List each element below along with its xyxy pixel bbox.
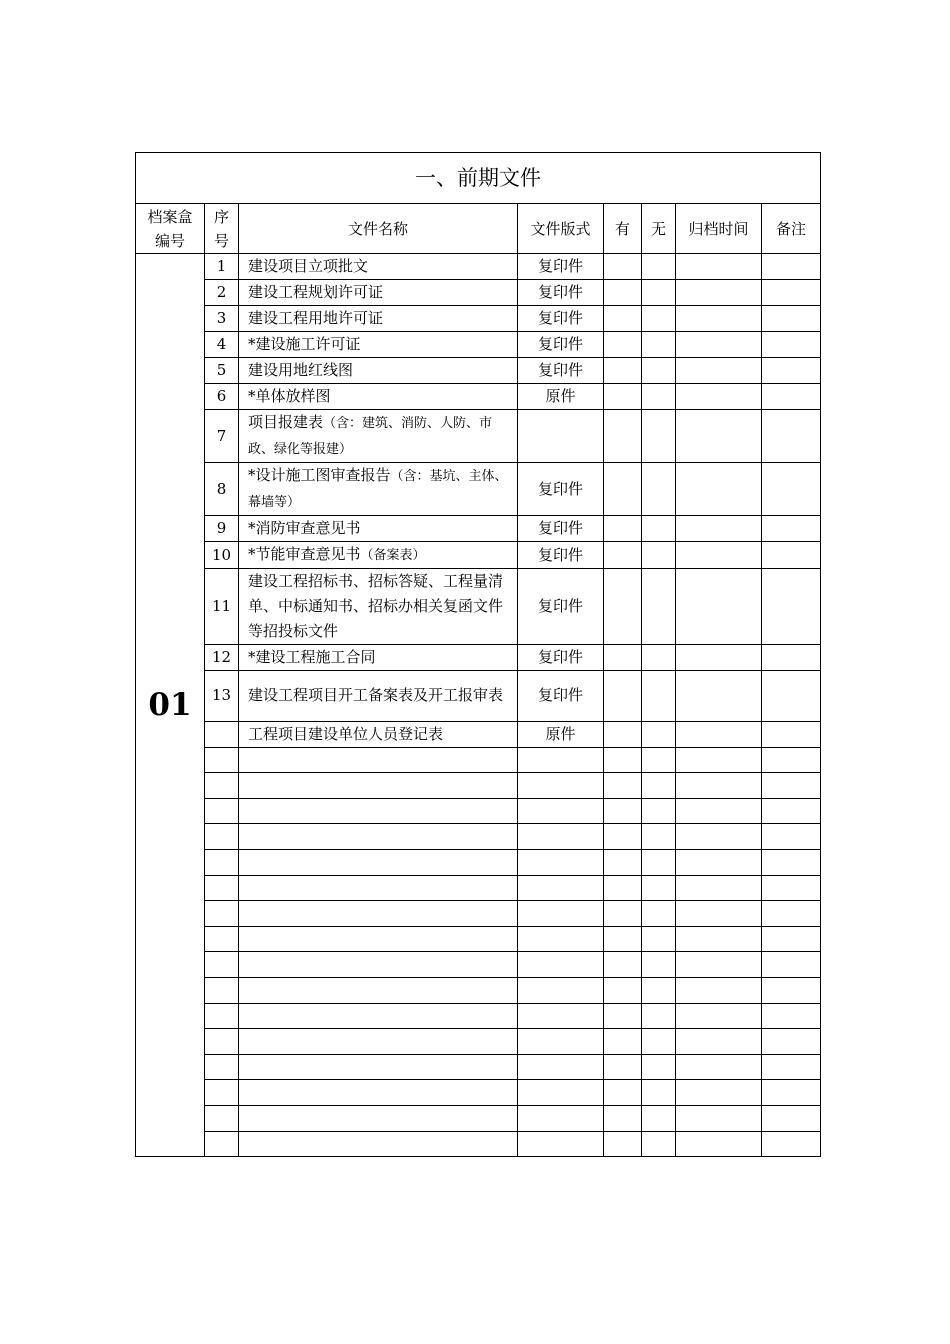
row-file-name[interactable] xyxy=(239,1131,518,1157)
row-file-format xyxy=(518,410,604,463)
row-remarks[interactable] xyxy=(762,645,821,671)
row-file-name xyxy=(239,516,518,542)
row-have[interactable] xyxy=(604,516,642,542)
file-name-note: （含：建筑、消防、人防、市政、绿化等报建） xyxy=(248,416,493,457)
row-archive-time[interactable] xyxy=(676,849,762,875)
header-none: 无 xyxy=(642,204,676,254)
empty-row xyxy=(136,1105,821,1131)
row-seq[interactable] xyxy=(205,977,239,1003)
row-have[interactable] xyxy=(604,569,642,645)
row-seq: 8 xyxy=(205,463,239,516)
row-seq: 9 xyxy=(205,516,239,542)
row-seq: 5 xyxy=(205,358,239,384)
row-file-format: 复印件 xyxy=(518,671,604,722)
file-name-text: 建设工程用地许可证 xyxy=(248,309,384,327)
row-seq[interactable] xyxy=(205,1003,239,1029)
row-file-format: 复印件 xyxy=(518,569,604,645)
row-have[interactable] xyxy=(604,1054,642,1080)
row-have[interactable] xyxy=(604,306,642,332)
header-file-name: 文件名称 xyxy=(239,204,518,254)
table-row xyxy=(136,463,821,516)
row-archive-time[interactable] xyxy=(676,463,762,516)
row-file-format[interactable] xyxy=(518,901,604,927)
file-name-note: （备案表） xyxy=(360,548,426,563)
row-file-name[interactable] xyxy=(239,1054,518,1080)
row-archive-time[interactable] xyxy=(676,952,762,978)
row-file-name xyxy=(239,671,518,722)
file-name-text: 工程项目建设单位人员登记表 xyxy=(248,724,444,743)
row-none[interactable] xyxy=(642,516,676,542)
file-name-text: 建设工程招标书、招标答疑、工程量清单、中标通知书、招标办相关复函文件等招投标文件 xyxy=(248,572,504,640)
row-seq: 6 xyxy=(205,384,239,410)
row-seq[interactable] xyxy=(205,1080,239,1106)
row-file-format: 复印件 xyxy=(518,358,604,384)
file-name-text: 建设用地红线图 xyxy=(248,361,354,379)
empty-row xyxy=(136,1003,821,1029)
row-file-name xyxy=(239,410,518,463)
row-file-format: 复印件 xyxy=(518,306,604,332)
empty-row xyxy=(136,773,821,799)
row-remarks[interactable] xyxy=(762,410,821,463)
row-file-format[interactable] xyxy=(518,1131,604,1157)
row-none[interactable] xyxy=(642,358,676,384)
row-file-name xyxy=(239,280,518,306)
row-have[interactable] xyxy=(604,358,642,384)
row-have[interactable] xyxy=(604,463,642,516)
empty-row xyxy=(136,824,821,850)
row-archive-time[interactable] xyxy=(676,384,762,410)
row-file-name[interactable] xyxy=(239,849,518,875)
row-none[interactable] xyxy=(642,254,676,280)
box-number: 01 xyxy=(136,254,205,1157)
file-name-text: 项目报建表 xyxy=(248,413,324,431)
header-row xyxy=(136,204,821,254)
row-archive-time[interactable] xyxy=(676,747,762,773)
file-name-text: *建设工程施工合同 xyxy=(248,648,376,666)
row-none[interactable] xyxy=(642,645,676,671)
row-file-name[interactable] xyxy=(239,798,518,824)
row-archive-time[interactable] xyxy=(676,1054,762,1080)
row-archive-time[interactable] xyxy=(676,306,762,332)
row-file-format: 原件 xyxy=(518,721,604,747)
row-none[interactable] xyxy=(642,977,676,1003)
row-archive-time[interactable] xyxy=(676,901,762,927)
row-seq[interactable] xyxy=(205,926,239,952)
row-file-name[interactable] xyxy=(239,824,518,850)
row-have[interactable] xyxy=(604,849,642,875)
row-seq: 1 xyxy=(205,254,239,280)
row-archive-time[interactable] xyxy=(676,254,762,280)
header-seq: 序 号 xyxy=(205,204,239,254)
row-remarks[interactable] xyxy=(762,1054,821,1080)
row-remarks[interactable] xyxy=(762,747,821,773)
row-remarks[interactable] xyxy=(762,798,821,824)
table-row xyxy=(136,306,821,332)
row-file-name[interactable] xyxy=(239,901,518,927)
row-have[interactable] xyxy=(604,542,642,569)
row-have[interactable] xyxy=(604,747,642,773)
row-none[interactable] xyxy=(642,332,676,358)
row-archive-time[interactable] xyxy=(676,410,762,463)
row-none[interactable] xyxy=(642,1080,676,1106)
row-file-name[interactable] xyxy=(239,1029,518,1055)
row-file-format[interactable] xyxy=(518,747,604,773)
row-file-format: 原件 xyxy=(518,384,604,410)
row-remarks[interactable] xyxy=(762,1131,821,1157)
row-have[interactable] xyxy=(604,798,642,824)
row-archive-time[interactable] xyxy=(676,1105,762,1131)
row-file-format[interactable] xyxy=(518,824,604,850)
row-none[interactable] xyxy=(642,1131,676,1157)
row-archive-time[interactable] xyxy=(676,1003,762,1029)
row-seq[interactable] xyxy=(205,1131,239,1157)
row-archive-time[interactable] xyxy=(676,671,762,722)
table-row xyxy=(136,254,821,280)
empty-row xyxy=(136,849,821,875)
row-seq: 11 xyxy=(205,569,239,645)
row-remarks[interactable] xyxy=(762,280,821,306)
row-archive-time[interactable] xyxy=(676,798,762,824)
header-file-format: 文件版式 xyxy=(518,204,604,254)
row-seq[interactable] xyxy=(205,1054,239,1080)
header-have: 有 xyxy=(604,204,642,254)
row-none[interactable] xyxy=(642,824,676,850)
table-row xyxy=(136,410,821,463)
row-remarks[interactable] xyxy=(762,952,821,978)
table-title: 一、前期文件 xyxy=(136,153,821,204)
file-name-text: *设计施工图审查报告 xyxy=(248,466,391,484)
row-file-format: 复印件 xyxy=(518,463,604,516)
row-file-name xyxy=(239,645,518,671)
row-none[interactable] xyxy=(642,721,676,747)
empty-row xyxy=(136,1080,821,1106)
row-archive-time[interactable] xyxy=(676,875,762,901)
row-file-format[interactable] xyxy=(518,952,604,978)
table-row xyxy=(136,671,821,722)
row-none[interactable] xyxy=(642,1029,676,1055)
row-archive-time[interactable] xyxy=(676,773,762,799)
table-row xyxy=(136,516,821,542)
row-none[interactable] xyxy=(642,410,676,463)
header-archive-time: 归档时间 xyxy=(676,204,762,254)
row-have[interactable] xyxy=(604,875,642,901)
row-have[interactable] xyxy=(604,926,642,952)
file-name-text: *建设施工许可证 xyxy=(248,335,361,353)
row-remarks[interactable] xyxy=(762,875,821,901)
row-seq[interactable] xyxy=(205,952,239,978)
file-name-text: 建设项目立项批文 xyxy=(248,257,369,275)
row-file-name[interactable] xyxy=(239,747,518,773)
empty-row xyxy=(136,977,821,1003)
row-file-format[interactable] xyxy=(518,798,604,824)
row-remarks[interactable] xyxy=(762,463,821,516)
row-none[interactable] xyxy=(642,798,676,824)
row-archive-time[interactable] xyxy=(676,516,762,542)
row-file-format[interactable] xyxy=(518,1105,604,1131)
row-remarks[interactable] xyxy=(762,1029,821,1055)
row-file-name xyxy=(239,306,518,332)
row-remarks[interactable] xyxy=(762,824,821,850)
row-seq[interactable] xyxy=(205,875,239,901)
table-row xyxy=(136,569,821,645)
file-name-text: *消防审查意见书 xyxy=(248,519,361,537)
row-file-format: 复印件 xyxy=(518,280,604,306)
row-archive-time[interactable] xyxy=(676,358,762,384)
row-remarks[interactable] xyxy=(762,773,821,799)
empty-row xyxy=(136,798,821,824)
row-file-format: 复印件 xyxy=(518,254,604,280)
row-file-format[interactable] xyxy=(518,1080,604,1106)
row-file-name[interactable] xyxy=(239,1003,518,1029)
file-name-text: *单体放样图 xyxy=(248,387,331,405)
row-have[interactable] xyxy=(604,645,642,671)
row-have[interactable] xyxy=(604,824,642,850)
table-row xyxy=(136,332,821,358)
row-have[interactable] xyxy=(604,1105,642,1131)
row-archive-time[interactable] xyxy=(676,977,762,1003)
row-seq[interactable] xyxy=(205,773,239,799)
empty-row xyxy=(136,1054,821,1080)
row-file-name[interactable] xyxy=(239,875,518,901)
row-file-name xyxy=(239,721,518,747)
file-name-text: *节能审查意见书 xyxy=(248,545,361,563)
row-seq: 4 xyxy=(205,332,239,358)
row-seq[interactable] xyxy=(205,798,239,824)
row-have[interactable] xyxy=(604,280,642,306)
row-none[interactable] xyxy=(642,875,676,901)
row-archive-time[interactable] xyxy=(676,824,762,850)
row-remarks[interactable] xyxy=(762,332,821,358)
header-box-number: 档案盒 编号 xyxy=(136,204,205,254)
row-file-name[interactable] xyxy=(239,1080,518,1106)
row-file-format[interactable] xyxy=(518,1029,604,1055)
row-none[interactable] xyxy=(642,1003,676,1029)
row-seq[interactable] xyxy=(205,849,239,875)
row-have[interactable] xyxy=(604,410,642,463)
row-file-name[interactable] xyxy=(239,926,518,952)
row-none[interactable] xyxy=(642,952,676,978)
row-remarks[interactable] xyxy=(762,516,821,542)
row-seq xyxy=(205,721,239,747)
row-seq: 2 xyxy=(205,280,239,306)
row-seq: 7 xyxy=(205,410,239,463)
row-remarks[interactable] xyxy=(762,569,821,645)
row-have[interactable] xyxy=(604,977,642,1003)
row-file-format[interactable] xyxy=(518,773,604,799)
row-none[interactable] xyxy=(642,569,676,645)
row-file-name[interactable] xyxy=(239,952,518,978)
row-file-format: 复印件 xyxy=(518,332,604,358)
row-remarks[interactable] xyxy=(762,254,821,280)
row-remarks[interactable] xyxy=(762,542,821,569)
row-none[interactable] xyxy=(642,773,676,799)
row-none[interactable] xyxy=(642,926,676,952)
row-have[interactable] xyxy=(604,1029,642,1055)
row-none[interactable] xyxy=(642,384,676,410)
row-remarks[interactable] xyxy=(762,384,821,410)
row-have[interactable] xyxy=(604,332,642,358)
empty-row xyxy=(136,952,821,978)
row-remarks[interactable] xyxy=(762,358,821,384)
row-remarks[interactable] xyxy=(762,306,821,332)
table-row xyxy=(136,721,821,747)
row-file-name xyxy=(239,384,518,410)
row-none[interactable] xyxy=(642,849,676,875)
row-remarks[interactable] xyxy=(762,671,821,722)
pre-phase-documents-table xyxy=(135,152,821,1157)
row-none[interactable] xyxy=(642,1105,676,1131)
row-file-name xyxy=(239,569,518,645)
row-file-format[interactable] xyxy=(518,1003,604,1029)
empty-row xyxy=(136,926,821,952)
row-archive-time[interactable] xyxy=(676,645,762,671)
row-none[interactable] xyxy=(642,280,676,306)
row-seq: 10 xyxy=(205,542,239,569)
row-file-name[interactable] xyxy=(239,1105,518,1131)
empty-row xyxy=(136,747,821,773)
row-remarks[interactable] xyxy=(762,901,821,927)
empty-row xyxy=(136,901,821,927)
table-row xyxy=(136,280,821,306)
row-seq[interactable] xyxy=(205,824,239,850)
row-file-format: 复印件 xyxy=(518,645,604,671)
row-remarks[interactable] xyxy=(762,1105,821,1131)
row-have[interactable] xyxy=(604,1003,642,1029)
row-remarks[interactable] xyxy=(762,1080,821,1106)
row-none[interactable] xyxy=(642,306,676,332)
row-have[interactable] xyxy=(604,721,642,747)
row-archive-time[interactable] xyxy=(676,1080,762,1106)
table-row xyxy=(136,358,821,384)
row-file-format: 复印件 xyxy=(518,542,604,569)
row-remarks[interactable] xyxy=(762,977,821,1003)
table-row xyxy=(136,542,821,569)
row-have[interactable] xyxy=(604,1080,642,1106)
row-file-name xyxy=(239,332,518,358)
table-row xyxy=(136,384,821,410)
row-seq[interactable] xyxy=(205,1105,239,1131)
row-archive-time[interactable] xyxy=(676,569,762,645)
row-archive-time[interactable] xyxy=(676,280,762,306)
row-archive-time[interactable] xyxy=(676,1131,762,1157)
row-archive-time[interactable] xyxy=(676,332,762,358)
row-seq[interactable] xyxy=(205,747,239,773)
row-none[interactable] xyxy=(642,901,676,927)
row-archive-time[interactable] xyxy=(676,1029,762,1055)
row-seq[interactable] xyxy=(205,1029,239,1055)
row-none[interactable] xyxy=(642,671,676,722)
row-have[interactable] xyxy=(604,773,642,799)
empty-row xyxy=(136,1029,821,1055)
row-none[interactable] xyxy=(642,463,676,516)
row-none[interactable] xyxy=(642,1054,676,1080)
row-seq: 3 xyxy=(205,306,239,332)
row-remarks[interactable] xyxy=(762,1003,821,1029)
row-archive-time[interactable] xyxy=(676,542,762,569)
row-remarks[interactable] xyxy=(762,721,821,747)
row-seq[interactable] xyxy=(205,901,239,927)
row-none[interactable] xyxy=(642,542,676,569)
row-have[interactable] xyxy=(604,952,642,978)
row-file-name[interactable] xyxy=(239,773,518,799)
row-none[interactable] xyxy=(642,747,676,773)
row-file-name xyxy=(239,254,518,280)
row-seq: 13 xyxy=(205,671,239,722)
row-file-name xyxy=(239,358,518,384)
row-archive-time[interactable] xyxy=(676,721,762,747)
file-name-text: 建设工程规划许可证 xyxy=(248,283,384,301)
row-have[interactable] xyxy=(604,254,642,280)
row-remarks[interactable] xyxy=(762,849,821,875)
row-file-format[interactable] xyxy=(518,926,604,952)
row-file-name[interactable] xyxy=(239,977,518,1003)
row-archive-time[interactable] xyxy=(676,926,762,952)
file-name-text: 建设工程项目开工备案表及开工报审表 xyxy=(248,686,504,705)
row-file-name xyxy=(239,542,518,569)
row-seq: 12 xyxy=(205,645,239,671)
header-remarks: 备注 xyxy=(762,204,821,254)
table-row xyxy=(136,645,821,671)
row-have[interactable] xyxy=(604,671,642,722)
row-file-format[interactable] xyxy=(518,849,604,875)
row-file-format[interactable] xyxy=(518,875,604,901)
row-file-format[interactable] xyxy=(518,977,604,1003)
row-have[interactable] xyxy=(604,901,642,927)
row-have[interactable] xyxy=(604,384,642,410)
file-name-note: （含：基坑、主体、幕墙等） xyxy=(248,469,508,510)
row-remarks[interactable] xyxy=(762,926,821,952)
row-file-name xyxy=(239,463,518,516)
row-file-format: 复印件 xyxy=(518,516,604,542)
row-file-format[interactable] xyxy=(518,1054,604,1080)
empty-row xyxy=(136,875,821,901)
row-have[interactable] xyxy=(604,1131,642,1157)
empty-row xyxy=(136,1131,821,1157)
